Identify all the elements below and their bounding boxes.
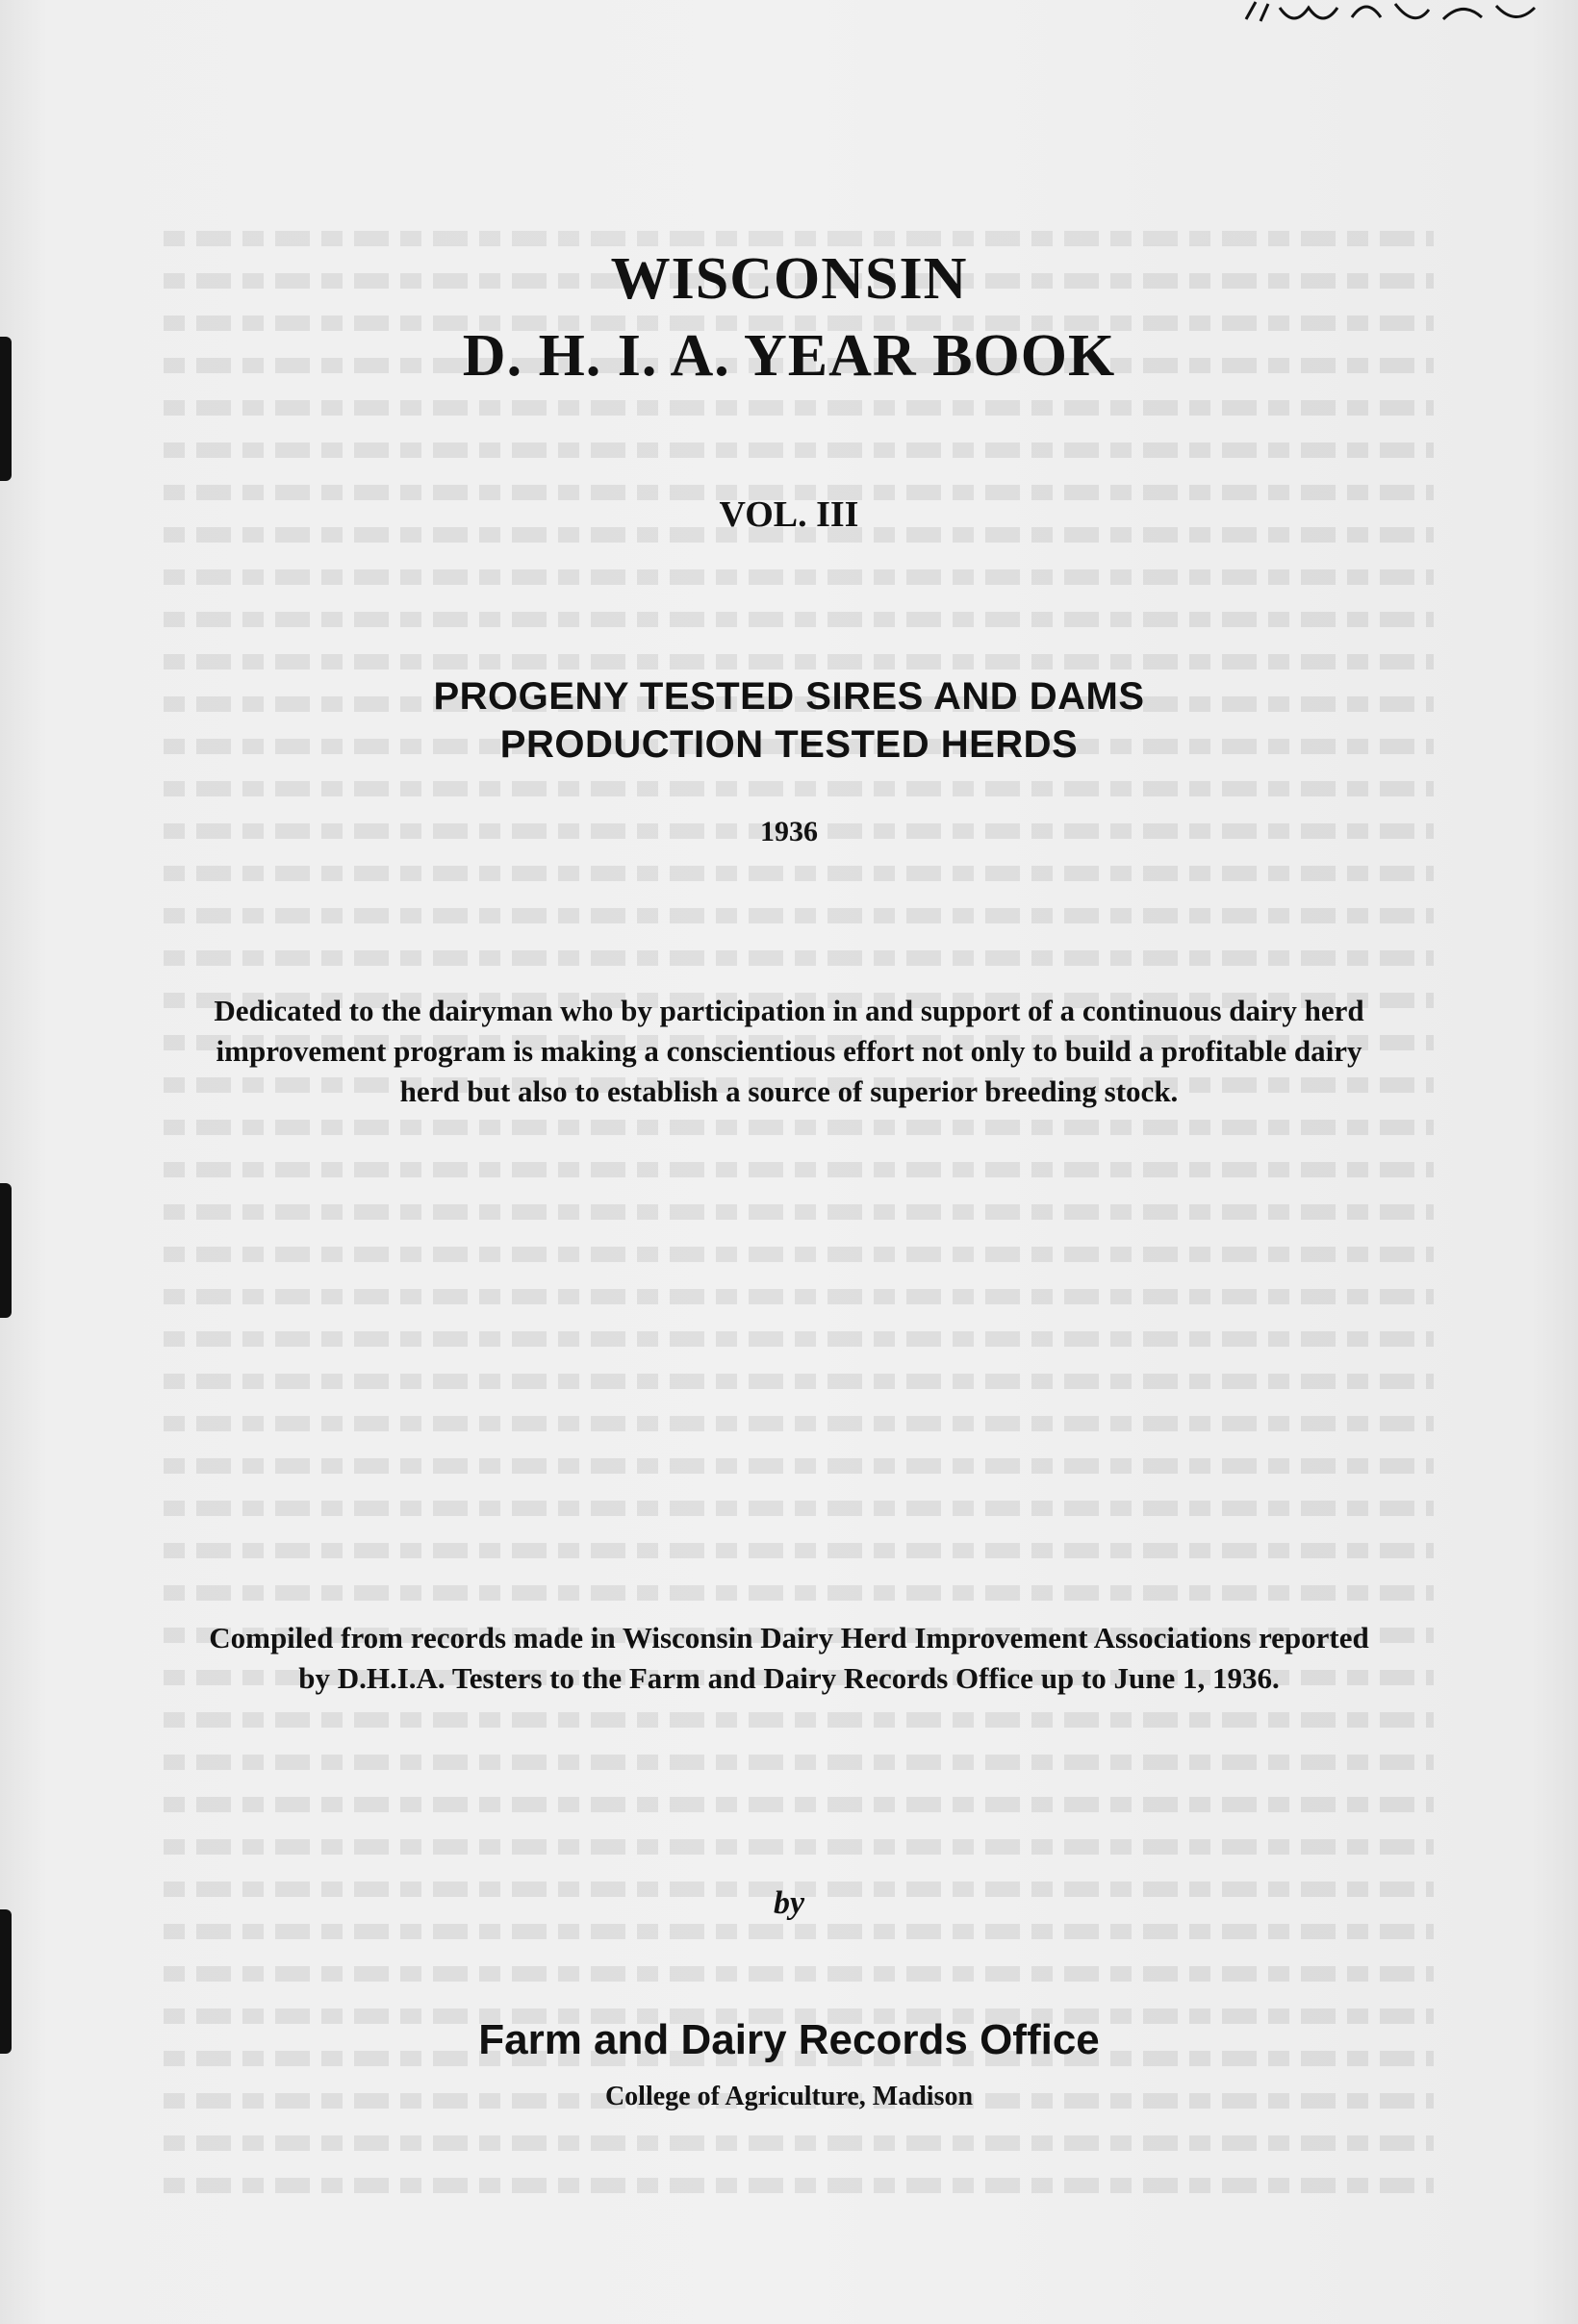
binding-hole-mark: [0, 1183, 12, 1318]
compilation-note: Compiled from records made in Wisconsin Dairy Herd Improvement Associations reported by D.H.I.A. Testers to the Farm and Dairy Records Office up to June 1, 1936.: [209, 1621, 1369, 1695]
title-line-1: WISCONSIN: [610, 246, 968, 312]
volume-number: VOL. III: [719, 494, 859, 535]
by-line: by: [773, 1885, 805, 1921]
reverse-side-bleed-through: [164, 231, 1434, 2309]
handwritten-corner-mark: [1241, 0, 1559, 29]
title-line-2: D. H. I. A. YEAR BOOK: [462, 323, 1116, 389]
subtitle-line-2: PRODUCTION TESTED HERDS: [499, 723, 1079, 766]
publisher-name: Farm and Dairy Records Office: [478, 2016, 1100, 2063]
subtitle-line-1: PROGENY TESTED SIRES AND DAMS: [433, 675, 1145, 718]
publisher-institution: College of Agriculture, Madison: [604, 2082, 974, 2111]
publication-year: 1936: [760, 816, 818, 847]
dedication-paragraph: Dedicated to the dairyman who by participation in and support of a continuous dairy herd improvement program is making a conscientious effort not only to build a profitable dairy herd but also to establish a source of superior breeding stock.: [214, 994, 1364, 1108]
